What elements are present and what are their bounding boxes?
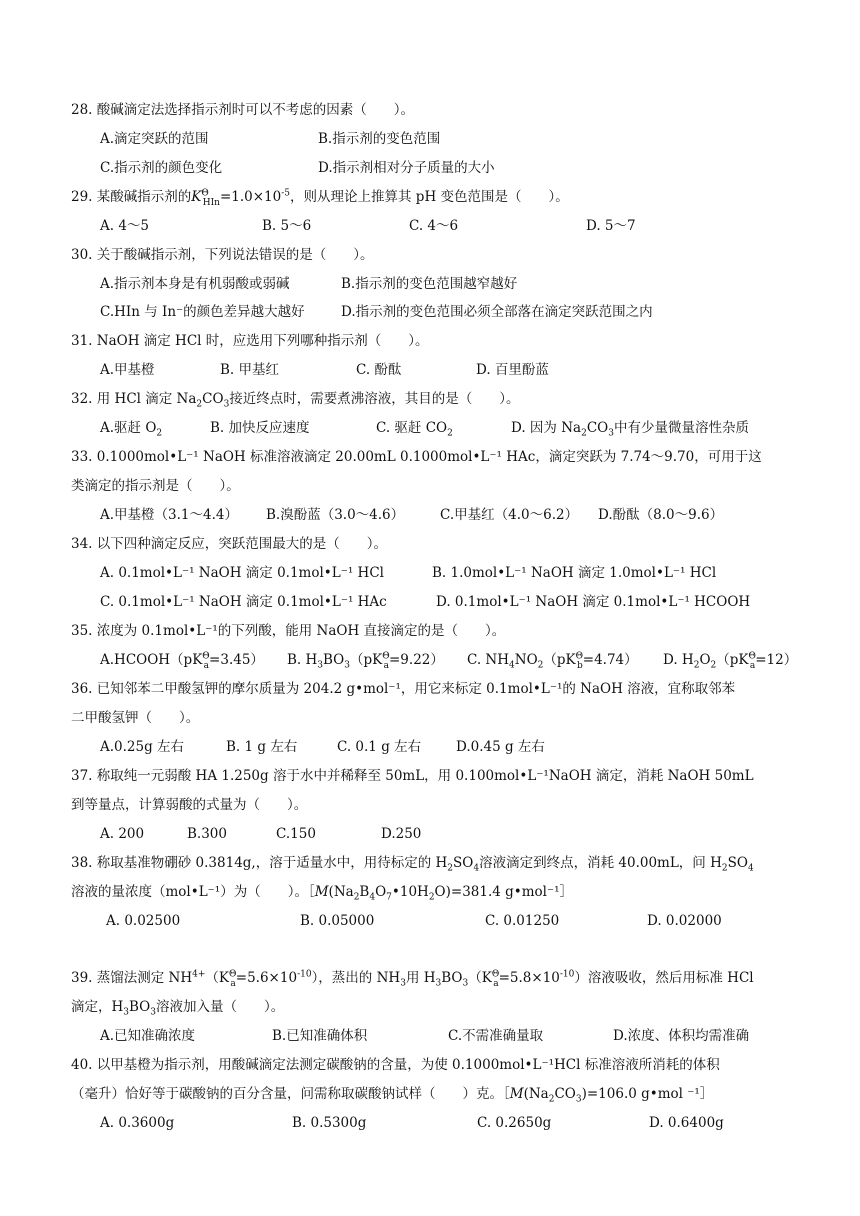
q39-option-b: B.已知准确体积 <box>272 1028 368 1044</box>
q34-option-b: B. 1.0mol•L⁻¹ NaOH 滴定 1.0mol•L⁻¹ HCl <box>432 565 717 581</box>
q39-option-d: D.浓度、体积均需准确 <box>613 1028 750 1044</box>
q38-option-d: D. 0.02000 <box>647 913 722 929</box>
q34-option-a: A. 0.1mol•L⁻¹ NaOH 滴定 0.1mol•L⁻¹ HCl <box>100 565 384 581</box>
q36-option-c: C. 0.1 g 左右 <box>337 739 422 755</box>
q37-option-c: C.150 <box>276 826 316 842</box>
question-36-stem-line1: 36. 已知邻苯二甲酸氢钾的摩尔质量为 204.2 g•mol⁻¹，用它来标定 0.1mol•L⁻¹的 NaOH 溶液，宜称取邻苯 <box>71 681 736 697</box>
question-30-stem: 30. 关于酸碱指示剂，下列说法错误的是（ ）。 <box>71 247 374 263</box>
q34-option-d: D. 0.1mol•L⁻¹ NaOH 滴定 0.1mol•L⁻¹ HCOOH <box>436 594 751 610</box>
q38-option-c: C. 0.01250 <box>485 913 560 929</box>
q30-option-c: C.HIn 与 In⁻的颜色差异越大越好 <box>100 304 305 320</box>
q40-option-d: D. 0.6400g <box>649 1115 724 1131</box>
question-37-stem-line2: 到等量点，计算弱酸的式量为（ ）。 <box>71 797 308 813</box>
q39-option-a: A.已知准确浓度 <box>100 1028 196 1044</box>
q32-option-d: D. 因为 $Na_2CO_3$中有少量微量溶性杂质 <box>511 420 749 439</box>
q33-option-b: B.溴酚蓝（3.0～4.6） <box>266 507 405 523</box>
question-39-stem-line2: 滴定，$H_3BO_3$溶液加入量（ ）。 <box>71 999 285 1018</box>
question-38-stem-line1: 38. 称取基准物硼砂 0.3814g,，溶于适量水中，用待标定的 $H_2SO_4$溶液滴定到终点，消耗 40.00mL，问 $H_2SO_4$ <box>71 855 754 874</box>
q31-option-d: D. 百里酚蓝 <box>476 362 549 378</box>
question-36-stem-line2: 二甲酸氢钾（ ）。 <box>71 710 200 726</box>
question-38-stem-line2: 溶液的量浓度（mol•L⁻¹）为（ ）。$[M(Na_2B_4O_7•10H_2O)=381.4$ g•mol⁻¹］ <box>71 884 574 903</box>
question-39-stem-line1: 39. 蒸馏法测定 $NH^{4+}(K^\Theta_a=5.6\times 10^{-10})$，蒸出的 $NH_3$用 $H_3BO_3(K^\Theta_a=5.8\times 10^{-10})$溶液吸收，然后用标准 HCl <box>71 969 754 989</box>
question-29-stem: 29. 某酸碱指示剂的$K^\Theta_{HIn}=1.0\times 10^{-5}$，则从理论上推算其 pH 变色范围是（ ）。 <box>71 188 569 208</box>
question-34-stem: 34. 以下四种滴定反应，突跃范围最大的是（ ）。 <box>71 536 388 552</box>
q32-option-c: C. 驱赶 $CO_2$ <box>376 420 453 439</box>
question-35-stem: 35. 浓度为 0.1mol•L⁻¹的下列酸，能用 NaOH 直接滴定的是（ ）。 <box>71 623 506 639</box>
q33-option-c: C.甲基红（4.0～6.2） <box>440 507 579 523</box>
q32-option-a: A.驱赶 $O_2$ <box>100 420 163 439</box>
q31-option-b: B. 甲基红 <box>220 362 280 378</box>
q36-option-a: A.0.25g 左右 <box>100 739 185 755</box>
question-28-stem: 28. 酸碱滴定法选择指示剂时可以不考虑的因素（ ）。 <box>71 102 415 118</box>
q29-option-d: D. 5～7 <box>586 218 636 234</box>
q37-option-d: D.250 <box>381 826 422 842</box>
question-32-stem: 32. 用 HCl 滴定 $Na_2CO_3$接近终点时，需要煮沸溶液，其目的是（ ）。 <box>71 391 520 410</box>
q28-option-b: B.指示剂的变色范围 <box>318 131 441 147</box>
q28-option-a: A.滴定突跃的范围 <box>100 131 209 147</box>
q35-option-c: C. $NH_4NO_2(pK^\Theta_b=4.74)$ <box>467 651 638 671</box>
question-37-stem-line1: 37. 称取纯一元弱酸 HA 1.250g 溶于水中并稀释至 50mL，用 0.100mol•L⁻¹NaOH 滴定，消耗 NaOH 50mL <box>71 768 754 784</box>
question-33-stem-line1: 33. 0.1000mol•L⁻¹ NaOH 标准溶液滴定 20.00mL 0.1000mol•L⁻¹ HAc，滴定突跃为 7.74～9.70，可用于这 <box>71 449 762 465</box>
q31-option-a: A.甲基橙 <box>100 362 155 378</box>
q31-option-c: C. 酚酞 <box>356 362 402 378</box>
q28-option-c: C.指示剂的颜色变化 <box>100 160 223 176</box>
q30-option-b: B.指示剂的变色范围越窄越好 <box>341 276 518 292</box>
q28-option-d: D.指示剂相对分子质量的大小 <box>318 160 495 176</box>
q38-option-b: B. 0.05000 <box>300 913 375 929</box>
q30-option-d: D.指示剂的变色范围必须全部落在滴定突跃范围之内 <box>341 304 653 320</box>
q29-option-c: C. 4～6 <box>409 218 459 234</box>
q38-option-a: A. 0.02500 <box>106 913 181 929</box>
question-40-stem-line1: 40. 以甲基橙为指示剂，用酸碱滴定法测定碳酸钠的含量，为使 0.1000mol•L⁻¹HCl 标准溶液所消耗的体积 <box>71 1057 720 1073</box>
q29-option-a: A. 4～5 <box>100 218 150 234</box>
q40-option-b: B. 0.5300g <box>292 1115 367 1131</box>
q35-option-b: B. $H_3BO_3(pK^\Theta_a=9.22)$ <box>287 651 444 671</box>
question-33-stem-line2: 类滴定的指示剂是（ ）。 <box>71 478 240 494</box>
q32-option-b: B. 加快反应速度 <box>210 420 310 436</box>
q37-option-b: B.300 <box>187 826 227 842</box>
q35-option-d: D. $H_2O_2(pK^\Theta_a=12)$ <box>663 651 798 671</box>
q35-option-a: $A.HCOOH(pK^\Theta_a=3.45)$ <box>100 651 264 671</box>
q40-option-c: C. 0.2650g <box>477 1115 552 1131</box>
q39-option-c: C.不需准确量取 <box>448 1028 544 1044</box>
q33-option-a: A.甲基橙（3.1～4.4） <box>100 507 238 523</box>
q34-option-c: C. 0.1mol•L⁻¹ NaOH 滴定 0.1mol•L⁻¹ HAc <box>100 594 387 610</box>
question-31-stem: 31. NaOH 滴定 HCl 时，应选用下列哪种指示剂（ ）。 <box>71 333 429 349</box>
q37-option-a: A. 200 <box>100 826 145 842</box>
q40-option-a: A. 0.3600g <box>100 1115 175 1131</box>
q36-option-d: D.0.45 g 左右 <box>456 739 545 755</box>
question-40-stem-line2: （毫升）恰好等于碳酸钠的百分含量，问需称取碳酸钠试样（ ）克。$[M(Na_2CO_3)=106.0$ g•mol ⁻¹］ <box>71 1086 714 1105</box>
q33-option-d: D.酚酞（8.0～9.6） <box>598 507 724 523</box>
q30-option-a: A.指示剂本身是有机弱酸或弱碱 <box>100 276 290 292</box>
q29-option-b: B. 5～6 <box>262 218 312 234</box>
q36-option-b: B. 1 g 左右 <box>226 739 298 755</box>
